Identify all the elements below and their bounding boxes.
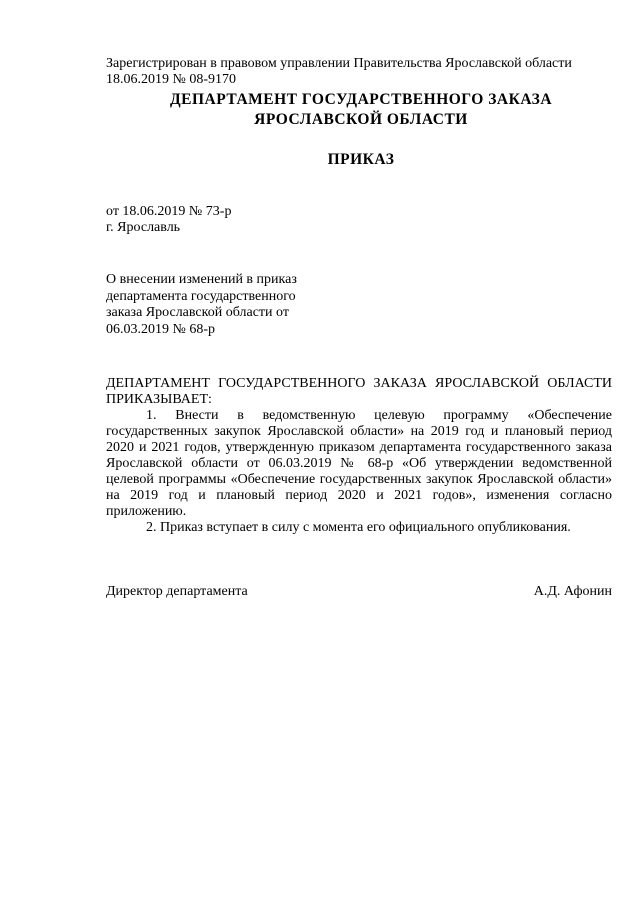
department-title [106, 90, 616, 130]
registration-line-1: Зарегистрирован в правовом управлении Правительства Ярославской области [106, 56, 572, 71]
subject-line-1: О внесении изменений в приказ [106, 272, 297, 287]
department-title-line-1: ДЕПАРТАМЕНТ ГОСУДАРСТВЕННОГО ЗАКАЗА [169, 91, 553, 108]
order-item-2: 2. Приказ вступает в силу с момента его официального опубликования. [146, 520, 571, 535]
subject-line-2: департамента государственного [106, 288, 296, 304]
registration-stamp [106, 56, 616, 88]
subject-line-4: 06.03.2019 № 68-р [106, 321, 216, 337]
order-subject [106, 272, 366, 338]
subject-line-3: заказа Ярославской области от [106, 305, 289, 320]
signature-block [106, 584, 612, 600]
order-date-number: от 18.06.2019 № 73-р [106, 204, 232, 219]
order-item-1: 1. Внести в ведомственную целевую программу «Обеспечение государственных закупок Ярославской области» на 2019 год и плановый период 2020 и 2021 годов, утвержденную приказом департамента государственного заказа Ярославской области от 06.03.2019 № 68-р «Об утверждении ведомственной целевой программы «Обеспечение государственных закупок Ярославской области» на 2019 год и плановый период 2020 и 2021 годов», изменения согласно приложению. [106, 408, 612, 519]
order-meta [106, 204, 231, 236]
signatory-name: А.Д. Афонин [533, 584, 612, 599]
registration-line-2: 18.06.2019 № 08-9170 [106, 72, 237, 87]
signatory-position: Директор департамента [106, 584, 248, 599]
order-body [106, 376, 612, 536]
document-type-title: ПРИКАЗ [327, 151, 395, 168]
order-city: г. Ярославль [106, 220, 181, 235]
department-title-line-2: ЯРОСЛАВСКОЙ ОБЛАСТИ [254, 111, 468, 128]
order-preamble: ДЕПАРТАМЕНТ ГОСУДАРСТВЕННОГО ЗАКАЗА ЯРОСЛАВСКОЙ ОБЛАСТИ ПРИКАЗЫВАЕТ: [106, 376, 612, 407]
